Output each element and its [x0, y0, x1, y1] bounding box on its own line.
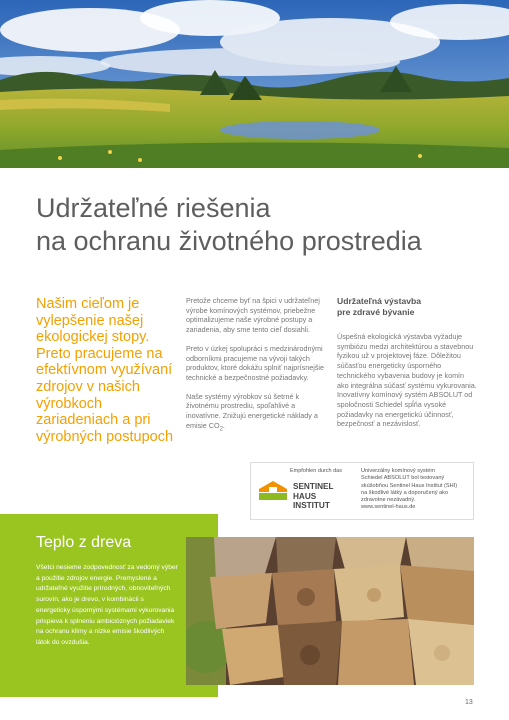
badge-text-line-1: Univerzálny komínový systém: [361, 468, 435, 474]
page-number: 13: [465, 699, 473, 706]
right-heading-line-2: pre zdravé bývanie: [337, 307, 415, 317]
sentinel-haus-badge: [250, 462, 474, 520]
badge-website-link[interactable]: www.sentinel-haus.de: [361, 504, 416, 511]
right-column: [337, 296, 477, 429]
middle-paragraph-2: Preto v úzkej spolupráci s medzinárodnými odborníkmi pracujeme na vývoji takých produktov, ktoré dokážu splniť najprísnejšie technické a bezpečnostné požiadavky.: [186, 343, 325, 382]
middle-paragraph-3-end: .: [222, 420, 225, 430]
sentinel-haus-logo-icon: [257, 479, 289, 501]
badge-text-line-5: zdravotne nezávadný.: [361, 497, 416, 504]
badge-description: [361, 468, 473, 512]
middle-paragraph-1: Pretože chceme byť na špici v udržateľnej výrobe komínových systémov, priebežne optimalizujeme naše výrobné postupy a zariadenia, aby sme tento cieľ dosiahli.: [186, 296, 320, 335]
right-column-heading: [337, 296, 477, 318]
lead-statement: Našim cieľom je vylepšenie našej ekologickej stopy. Preto pracujeme na efektívnom využívaní zdrojov v našich výrobkoch zariadeniach a pri výrobných postupoch: [36, 296, 174, 445]
badge-text-line-3: skúšobňou Sentinel Haus Institut (SHI): [361, 482, 458, 489]
title-line-2: na ochranu životného prostredia: [36, 226, 422, 256]
hero-landscape-image: [0, 0, 509, 168]
wood-heat-body: Všetci nesieme zodpovednosť za vedomý výber a použitie zdrojov energie. Premyslené a udržateľné využitie prírodných, obnoviteľných surovín, ako je drevo, v kombinácii s energeticky úspornými systémami vykurovania prispieva k splneniu ambicióznych požiadaviek na ochranu klímy a nízke emisie škodlivých látok do ovzdušia.: [36, 564, 178, 646]
firewood-illustration: [186, 537, 474, 685]
badge-name-line-1: SENTINEL HAUS: [293, 482, 334, 501]
co2-subscript: 2: [219, 426, 223, 433]
page-title: [36, 192, 476, 258]
middle-paragraph-3-text: Naše systémy výrobkov sú šetrné k životnému prostrediu, spoľahlivé a inovatívne. Znižujú energetické náklady a emisie CO: [186, 391, 318, 430]
right-heading-line-1: Udržateľná výstavba: [337, 296, 422, 306]
firewood-image: [186, 537, 474, 685]
badge-institute-name: [293, 482, 355, 511]
landscape-illustration: [0, 0, 509, 168]
wood-heat-heading: Teplo z dreva: [36, 534, 132, 551]
badge-logo-panel: [251, 463, 355, 519]
title-line-1: Udržateľné riešenia: [36, 193, 271, 223]
badge-text-line-4: na škodlivé látky a doporučený ako: [361, 489, 449, 496]
badge-text-line-2: Schiedel ABSOLUT bol testovaný: [361, 475, 445, 482]
right-column-body: Úspešná ekologická výstavba vyžaduje symbiózu medzi architektúrou a stavebnou fyzikou už v projektovej fáze. Dôležitou súčasťou energeticky úsporného technického vybavenia budovy je komín ako integrálna súčasť systému vykurovania. Inovatívny komínový systém ABSOLUT od spoločnosti Schiedel spĺňa vysoké požiadavky na energetickú účinnosť, bezpečnosť a nezávislosť.: [337, 332, 477, 429]
badge-name-line-2: INSTITUT: [293, 501, 330, 510]
badge-recommended-label: Empfohlen durch das: [290, 468, 342, 474]
middle-column: [186, 296, 324, 444]
middle-paragraph-3: [186, 392, 324, 435]
